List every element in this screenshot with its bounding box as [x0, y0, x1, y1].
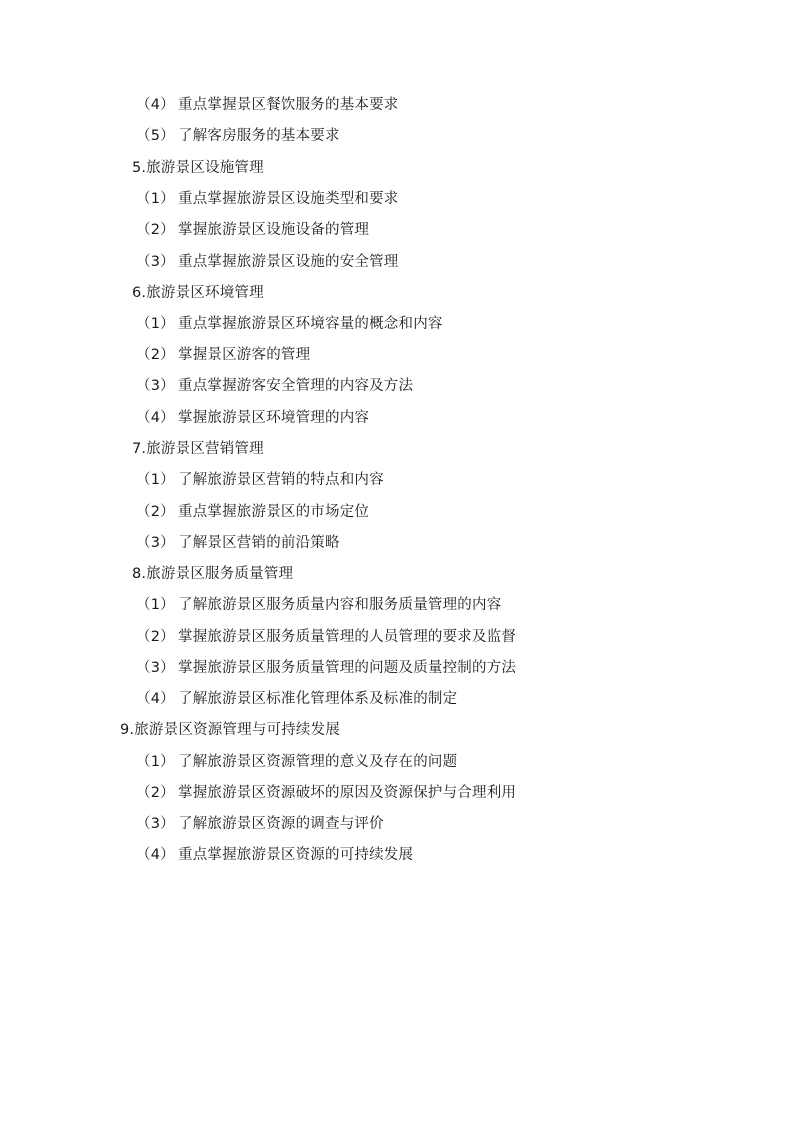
item-number: （3）	[136, 660, 175, 676]
item-text: 了解旅游景区服务质量内容和服务质量管理的内容	[178, 597, 502, 613]
item-text: 重点掌握旅游景区资源的可持续发展	[178, 847, 414, 863]
list-item	[136, 470, 384, 490]
item-number: （2）	[136, 629, 175, 645]
section-heading-text: 6.旅游景区环境管理	[132, 285, 264, 301]
item-text: 了解旅游景区资源的调查与评价	[178, 816, 384, 832]
item-text: 掌握旅游景区资源破坏的原因及资源保护与合理利用	[178, 785, 517, 801]
item-number: （4）	[136, 691, 175, 707]
item-text: 掌握景区游客的管理	[178, 347, 311, 363]
item-number: （2）	[136, 785, 175, 801]
list-item	[136, 314, 443, 334]
list-item	[136, 533, 340, 553]
list-item	[136, 845, 413, 865]
item-text: 了解旅游景区营销的特点和内容	[178, 472, 384, 488]
section-heading	[120, 720, 340, 740]
list-item	[136, 95, 399, 115]
item-text: 掌握旅游景区服务质量管理的问题及质量控制的方法	[178, 660, 517, 676]
item-number: （1）	[136, 754, 175, 770]
list-item	[136, 752, 457, 772]
item-number: （1）	[136, 191, 175, 207]
item-number: （3）	[136, 378, 175, 394]
item-number: （2）	[136, 347, 175, 363]
item-number: （3）	[136, 816, 175, 832]
section-heading	[132, 158, 264, 178]
list-item	[136, 345, 310, 365]
list-item	[136, 252, 399, 272]
section-heading	[132, 564, 293, 584]
list-item	[136, 502, 369, 522]
item-number: （4）	[136, 410, 175, 426]
section-heading-text: 8.旅游景区服务质量管理	[132, 566, 294, 582]
item-text: 了解景区营销的前沿策略	[178, 535, 340, 551]
item-text: 重点掌握游客安全管理的内容及方法	[178, 378, 414, 394]
list-item	[136, 689, 457, 709]
list-item	[136, 408, 369, 428]
item-text: 重点掌握景区餐饮服务的基本要求	[178, 97, 399, 113]
item-text: 重点掌握旅游景区的市场定位	[178, 504, 370, 520]
item-number: （1）	[136, 472, 175, 488]
section-heading	[132, 283, 264, 303]
item-text: 掌握旅游景区环境管理的内容	[178, 410, 370, 426]
section-heading	[132, 439, 264, 459]
list-item	[136, 814, 384, 834]
item-number: （5）	[136, 128, 175, 144]
item-text: 掌握旅游景区服务质量管理的人员管理的要求及监督	[178, 629, 517, 645]
item-text: 重点掌握旅游景区设施类型和要求	[178, 191, 399, 207]
list-item	[136, 220, 369, 240]
item-number: （1）	[136, 597, 175, 613]
item-number: （4）	[136, 97, 175, 113]
list-item	[136, 783, 516, 803]
list-item	[136, 126, 340, 146]
item-text: 了解旅游景区资源管理的意义及存在的问题	[178, 754, 458, 770]
item-number: （1）	[136, 316, 175, 332]
item-text: 了解客房服务的基本要求	[178, 128, 340, 144]
section-heading-text: 5.旅游景区设施管理	[132, 160, 264, 176]
list-item	[136, 376, 413, 396]
item-text: 了解旅游景区标准化管理体系及标准的制定	[178, 691, 458, 707]
section-heading-text: 9.旅游景区资源管理与可持续发展	[120, 722, 341, 738]
item-text: 重点掌握旅游景区设施的安全管理	[178, 254, 399, 270]
item-number: （2）	[136, 504, 175, 520]
item-text: 掌握旅游景区设施设备的管理	[178, 222, 370, 238]
item-number: （3）	[136, 535, 175, 551]
item-number: （2）	[136, 222, 175, 238]
list-item	[136, 627, 516, 647]
list-item	[136, 658, 516, 678]
list-item	[136, 595, 501, 615]
list-item	[136, 189, 399, 209]
item-number: （3）	[136, 254, 175, 270]
item-text: 重点掌握旅游景区环境容量的概念和内容	[178, 316, 443, 332]
section-heading-text: 7.旅游景区营销管理	[132, 441, 264, 457]
item-number: （4）	[136, 847, 175, 863]
